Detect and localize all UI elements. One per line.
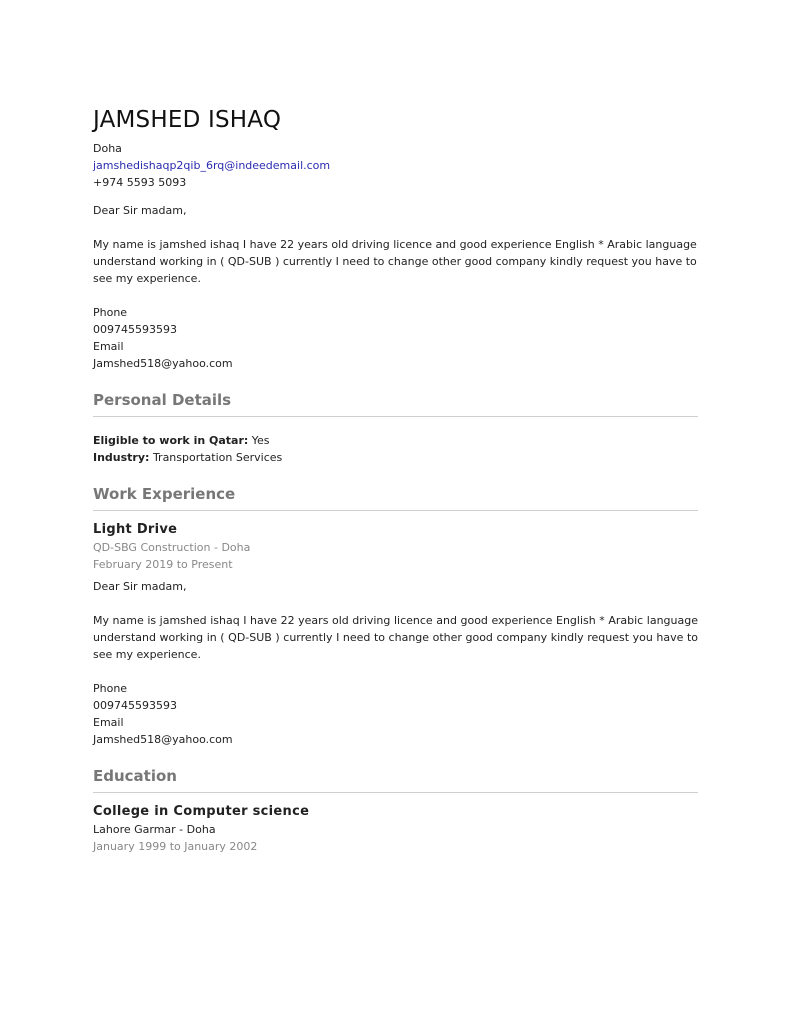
summary-greeting: Dear Sir madam, — [93, 204, 187, 217]
job-entry — [93, 521, 698, 748]
education-entry — [93, 803, 698, 855]
summary-body: My name is jamshed ishaq I have 22 years old driving licence and good experience English * Arabic language understand working in ( QD-SUB ) currently I need to change other good company kindly request you have to see my experience. — [93, 238, 697, 285]
resume-page — [93, 104, 698, 855]
education-degree: College in Computer science — [93, 804, 310, 819]
industry-value: Transportation Services — [152, 451, 283, 464]
candidate-email-link[interactable]: jamshedishaqp2qib_6rq@indeedemail.com — [93, 159, 331, 172]
job-email-label: Email — [93, 716, 124, 729]
education-school: Lahore Garmar - Doha — [93, 823, 216, 836]
industry-row — [93, 449, 698, 466]
job-phone-label: Phone — [93, 682, 128, 695]
eligibility-label: Eligible to work in Qatar: — [93, 434, 249, 447]
job-greeting: Dear Sir madam, — [93, 580, 187, 593]
job-phone-value: 009745593593 — [93, 699, 177, 712]
summary-email-label: Email — [93, 340, 124, 353]
job-email-value: Jamshed518@yahoo.com — [93, 733, 233, 746]
job-title: Light Drive — [93, 522, 178, 537]
candidate-city: Doha — [93, 142, 122, 155]
section-title-work-experience: Work Experience — [93, 485, 236, 503]
industry-label: Industry: — [93, 451, 150, 464]
summary-email-value: Jamshed518@yahoo.com — [93, 357, 233, 370]
summary-phone-value: 009745593593 — [93, 323, 177, 336]
job-company: QD-SBG Construction - Doha — [93, 541, 251, 554]
candidate-phone: +974 5593 5093 — [93, 176, 187, 189]
education-dates: January 1999 to January 2002 — [93, 840, 258, 853]
section-title-education: Education — [93, 767, 177, 785]
summary-phone-label: Phone — [93, 306, 128, 319]
candidate-name: JAMSHED ISHAQ — [93, 107, 282, 133]
job-description: My name is jamshed ishaq I have 22 years old driving licence and good experience English * Arabic language understand working in ( QD-SUB ) currently I need to change other good company kindly request you have to see my experience. — [93, 614, 698, 661]
job-dates: February 2019 to Present — [93, 558, 233, 571]
eligibility-value: Yes — [251, 434, 270, 447]
section-title-personal-details: Personal Details — [93, 391, 232, 409]
eligibility-row — [93, 432, 698, 449]
